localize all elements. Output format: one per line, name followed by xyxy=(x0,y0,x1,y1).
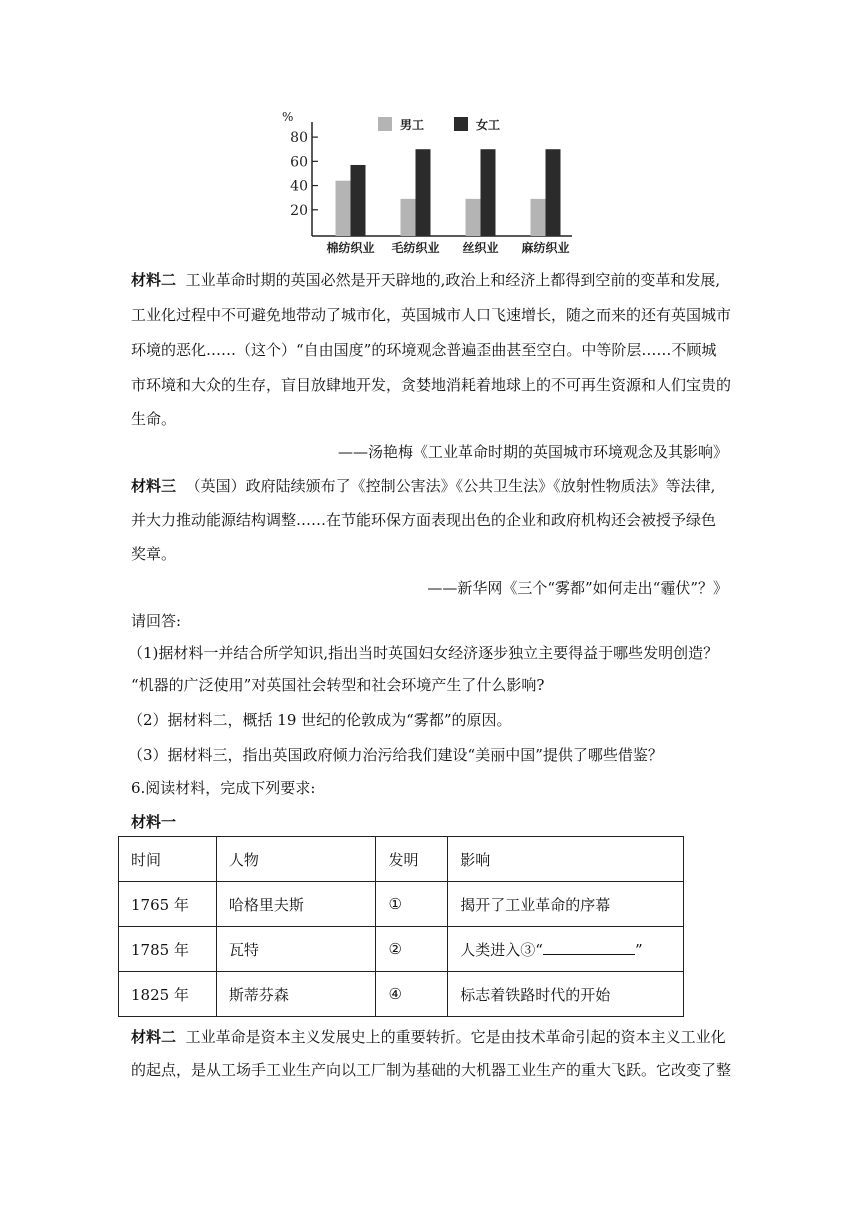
table-header-cell: 发明 xyxy=(376,837,448,882)
question-2: （2）据材料二，概括 19 世纪的伦敦成为“雾都”的原因。 xyxy=(128,711,512,729)
bar-female xyxy=(416,149,431,236)
table-cell: 瓦特 xyxy=(216,927,376,972)
y-tick-label: 80 xyxy=(290,130,308,147)
table-cell: 揭开了工业革命的序幕 xyxy=(448,882,684,927)
table-cell: ② xyxy=(376,927,448,972)
blank-close-quote: ” xyxy=(634,940,643,959)
table-cell: ④ xyxy=(376,972,448,1017)
material3-label: 材料三 xyxy=(131,477,177,495)
legend-swatch xyxy=(454,117,468,131)
y-unit-label: % xyxy=(282,112,294,124)
q6-material2-line-1 xyxy=(131,1027,731,1047)
y-tick-label: 20 xyxy=(290,202,308,219)
material3-line-2: 并大力推动能源结构调整……在节能环保方面表现出色的企业和政府机构还会被授予绿色 xyxy=(131,511,717,529)
category-label: 毛纺织业 xyxy=(391,241,440,255)
material3-source: ——新华网《三个“雾都”如何走出“霾伏”？》 xyxy=(427,579,728,597)
category-label: 棉纺织业 xyxy=(326,241,375,255)
table-cell: 1825 年 xyxy=(119,972,217,1017)
question-6-title: 6.阅读材料，完成下列要求: xyxy=(131,779,316,797)
table-header-cell: 时间 xyxy=(119,837,217,882)
question-1b: “机器的广泛使用”对英国社会转型和社会环境产生了什么影响? xyxy=(131,676,545,694)
bar-male xyxy=(336,181,351,236)
table-row xyxy=(119,927,684,972)
y-tick-label: 40 xyxy=(290,178,308,195)
table-row xyxy=(119,972,684,1017)
material2-line-5: 生命。 xyxy=(131,410,177,428)
table-header-row xyxy=(119,837,684,882)
table-cell: 1785 年 xyxy=(119,927,217,972)
q6-material2-label: 材料二 xyxy=(131,1028,177,1046)
table-cell: 斯蒂芬森 xyxy=(216,972,376,1017)
category-label: 丝织业 xyxy=(462,241,499,255)
bar-chart xyxy=(280,112,580,260)
table-header-cell: 影响 xyxy=(448,837,684,882)
category-label: 麻纺织业 xyxy=(521,241,570,255)
material2-line-2: 工业化过程中不可避免地带动了城市化，英国城市人口飞速增长，随之而来的还有英国城市 xyxy=(131,306,732,324)
bar-male xyxy=(531,199,546,236)
material2-label: 材料二 xyxy=(131,271,177,289)
questions-intro: 请回答: xyxy=(131,612,182,630)
table-row xyxy=(119,882,684,927)
table-cell-text: 人类进入③“ xyxy=(460,940,543,959)
question-3: （3）据材料三，指出英国政府倾力治污给我们建设“美丽中国”提供了哪些借鉴？ xyxy=(128,746,663,764)
table-cell: 哈格里夫斯 xyxy=(216,882,376,927)
material2-source: ——汤艳梅《工业革命时期的英国城市环境观念及其影响》 xyxy=(337,443,728,461)
legend-label: 女工 xyxy=(476,118,501,132)
q6-material2-line-2: 的起点，是从工场手工业生产向以工厂制为基础的大机器工业生产的重大飞跃。它改变了整 xyxy=(131,1061,732,1079)
material3-line-3: 奖章。 xyxy=(131,545,177,563)
material2-line-4: 市环境和大众的生存，盲目放肆地开发，贪婪地消耗着地球上的不可再生资源和人们宝贵的 xyxy=(131,376,732,394)
table-cell-blank xyxy=(448,927,684,972)
y-tick-label: 60 xyxy=(290,154,308,171)
question-1a: （1)据材料一并结合所学知识,指出当时英国妇女经济逐步独立主要得益于哪些发明创造？ xyxy=(128,644,719,662)
legend-swatch xyxy=(378,117,392,131)
bar-female xyxy=(481,149,496,236)
material3-line-1 xyxy=(131,476,731,496)
table-header-cell: 人物 xyxy=(216,837,376,882)
bar-male xyxy=(401,199,416,236)
table-cell: 标志着铁路时代的开始 xyxy=(448,972,684,1017)
material2-text-1: 工业革命时期的英国必然是开天辟地的,政治上和经济上都得到空前的变革和发展, xyxy=(185,271,721,289)
legend-label: 男工 xyxy=(400,118,425,132)
material3-text-1: （英国）政府陆续颁布了《控制公害法》《公共卫生法》《放射性物质法》等法律, xyxy=(185,477,716,495)
table-cell: ① xyxy=(376,882,448,927)
q6-material2-text-1: 工业革命是资本主义发展史上的重要转折。它是由技术革命引起的资本主义工业化 xyxy=(185,1028,726,1046)
bar-male xyxy=(466,199,481,236)
table-cell: 1765 年 xyxy=(119,882,217,927)
material2-line-3: 环境的恶化……（这个）“自由国度”的环境观念普遍歪曲甚至空白。中等阶层……不顾城 xyxy=(131,341,717,359)
invention-table xyxy=(118,836,684,1017)
fill-blank xyxy=(543,940,635,955)
q6-material1-label: 材料一 xyxy=(131,813,177,831)
bar-female xyxy=(351,165,366,236)
material2-line-1 xyxy=(131,270,731,290)
bar-female xyxy=(546,149,561,236)
